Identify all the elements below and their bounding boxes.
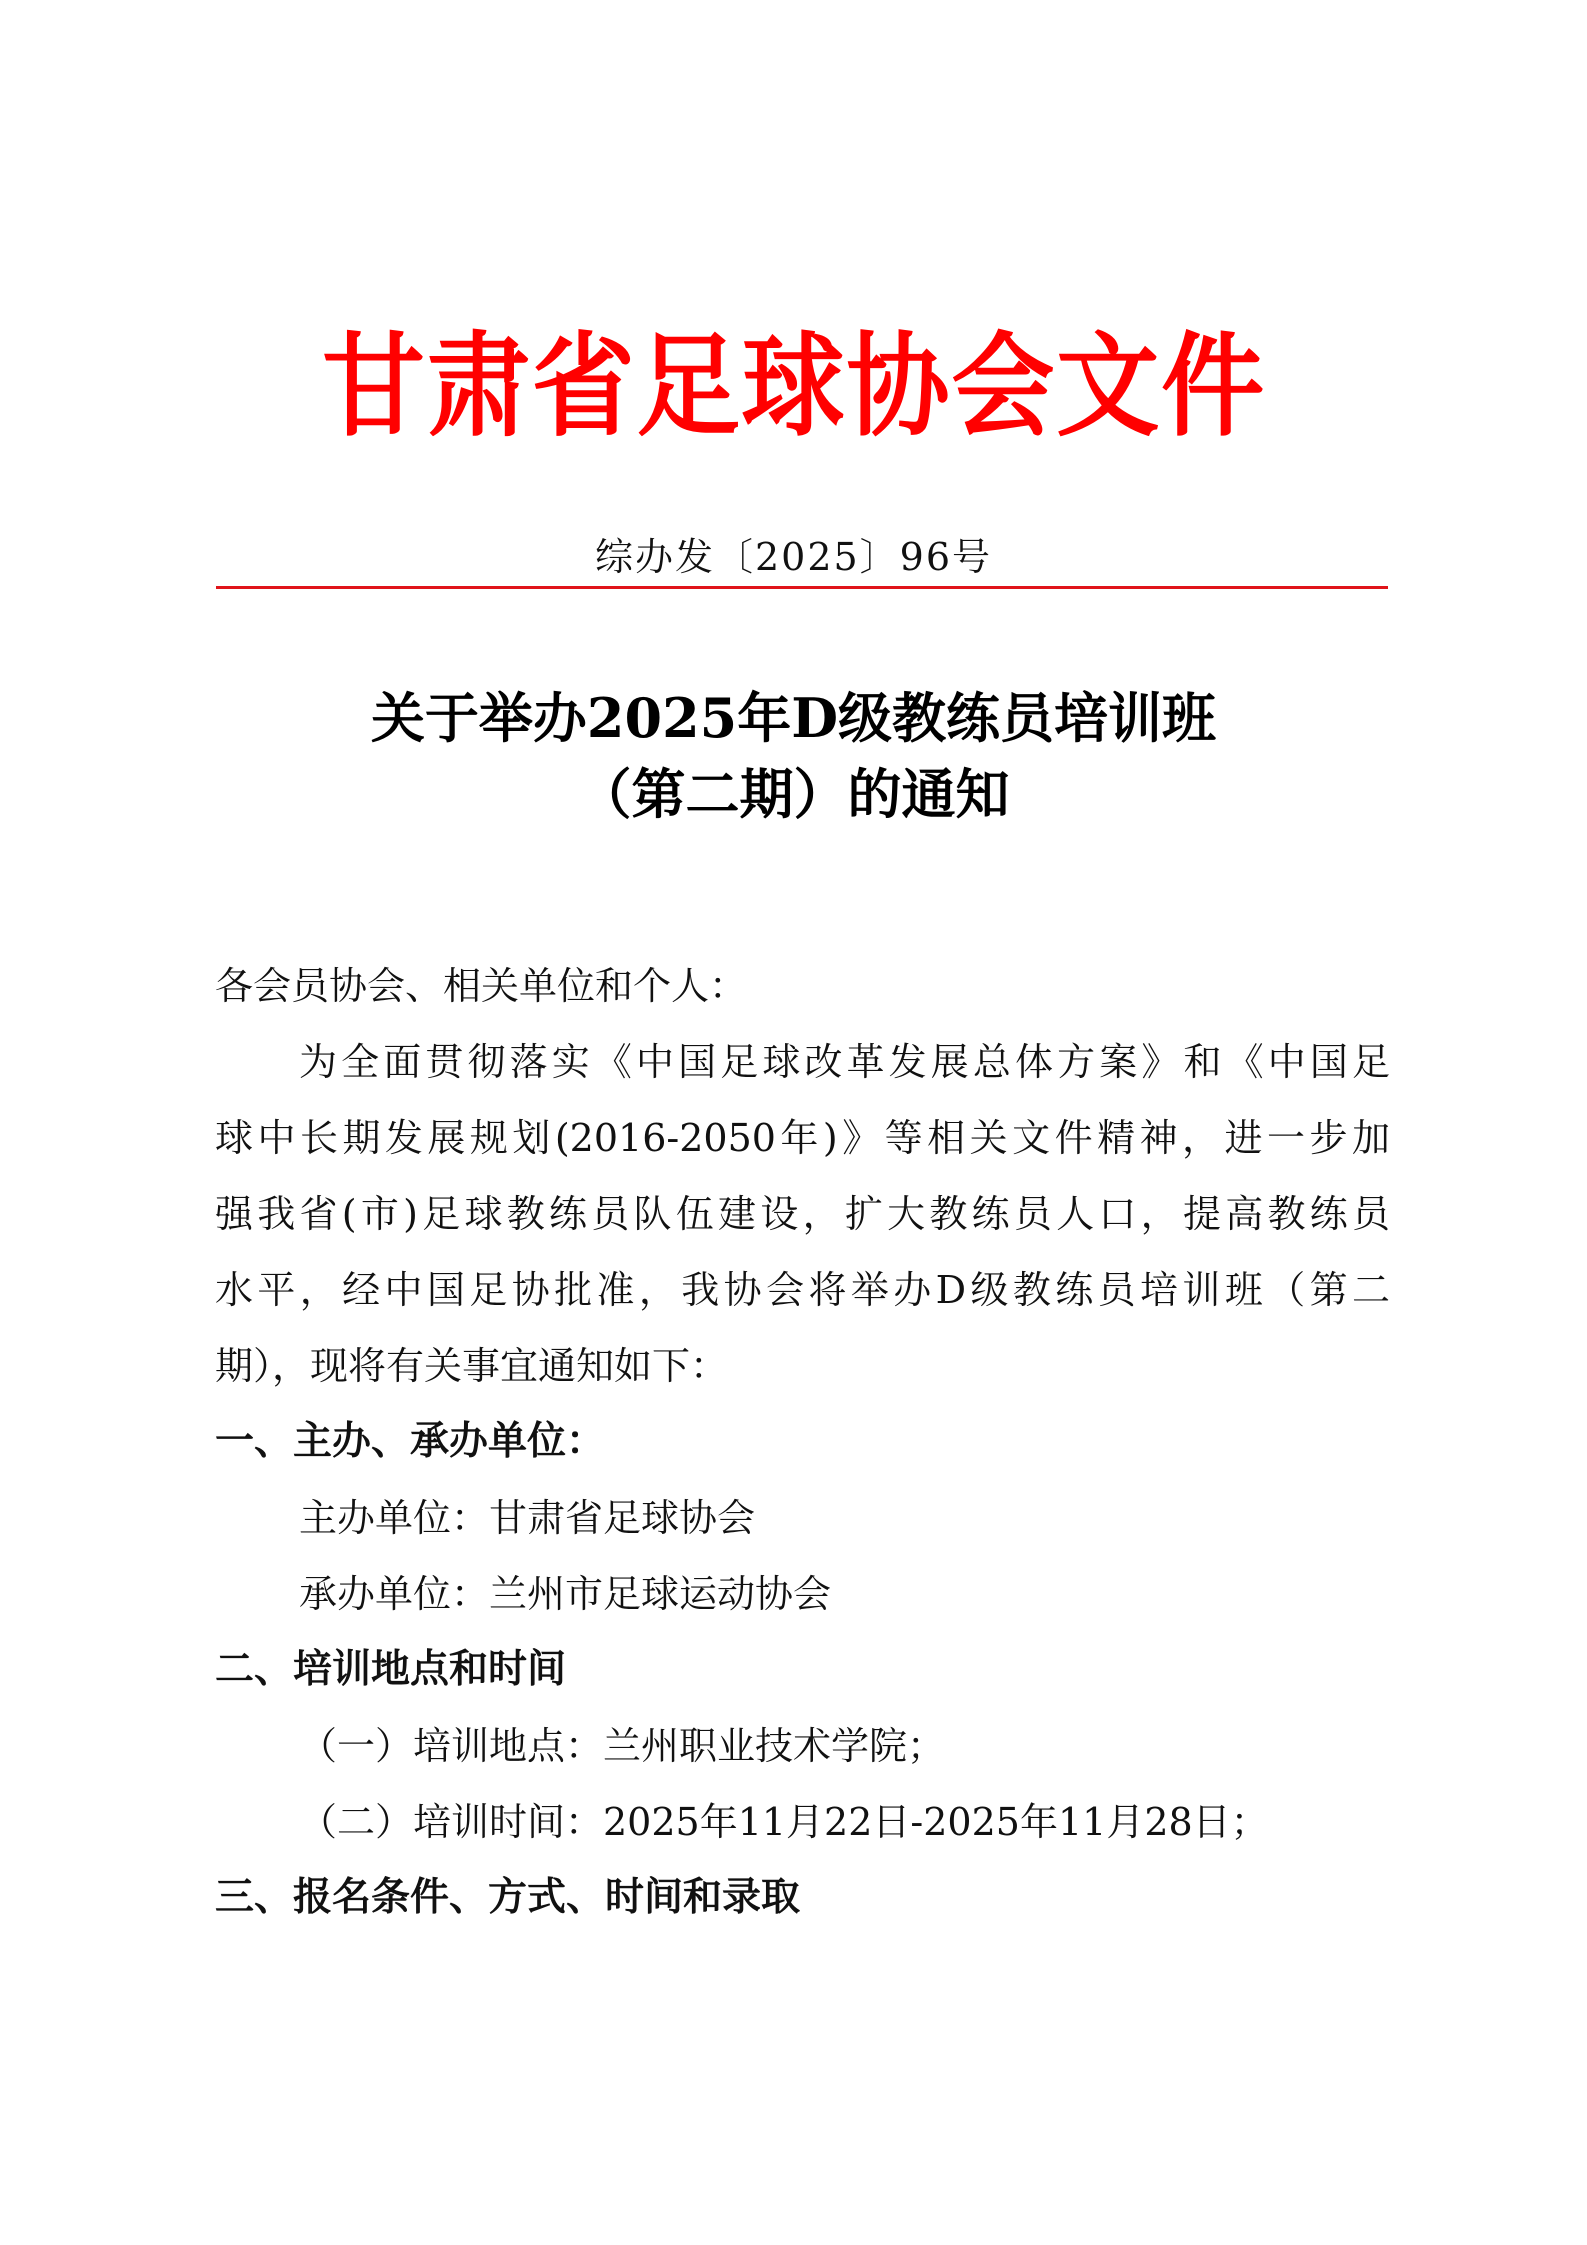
section-registration [215,1860,1390,1936]
paragraph-line: 期），现将有关事宜通知如下： [215,1344,729,1388]
section-heading: 一、主办、承办单位： [215,1419,606,1464]
paragraph-line: 水平，经中国足协批准，我协会将举办D级教练员培训班（第二 [215,1268,1390,1312]
red-divider [216,586,1388,589]
section-location-time [215,1632,1390,1860]
section-item: 主办单位：甘肃省足球协会 [299,1496,756,1540]
section-item: （二）培训时间：2025年11月22日-2025年11月28日； [299,1800,1269,1844]
notice-title-line-2: （第二期）的通知 [577,762,1010,826]
document-body [215,948,1390,1936]
intro-paragraph [215,1024,1390,1404]
notice-title [0,680,1587,832]
notice-title-line-1: 关于举办2025年D级教练员培训班 [370,686,1217,750]
section-item: （一）培训地点：兰州职业技术学院； [299,1724,946,1768]
paragraph-line: 强我省(市)足球教练员队伍建设，扩大教练员人口，提高教练员 [215,1192,1390,1236]
masthead-title: 甘肃省足球协会文件 [321,321,1266,452]
salutation: 各会员协会、相关单位和个人： [215,964,748,1008]
section-heading: 三、报名条件、方式、时间和录取 [215,1875,801,1920]
section-heading: 二、培训地点和时间 [215,1647,567,1692]
section-organizers [215,1404,1390,1632]
paragraph-line: 球中长期发展规划(2016-2050年)》等相关文件精神，进一步加 [215,1116,1390,1160]
document-number: 综办发〔2025〕96号 [594,535,993,579]
masthead [0,322,1587,452]
paragraph-line: 为全面贯彻落实《中国足球改革发展总体方案》和《中国足 [299,1040,1390,1084]
section-item: 承办单位：兰州市足球运动协会 [299,1572,832,1616]
